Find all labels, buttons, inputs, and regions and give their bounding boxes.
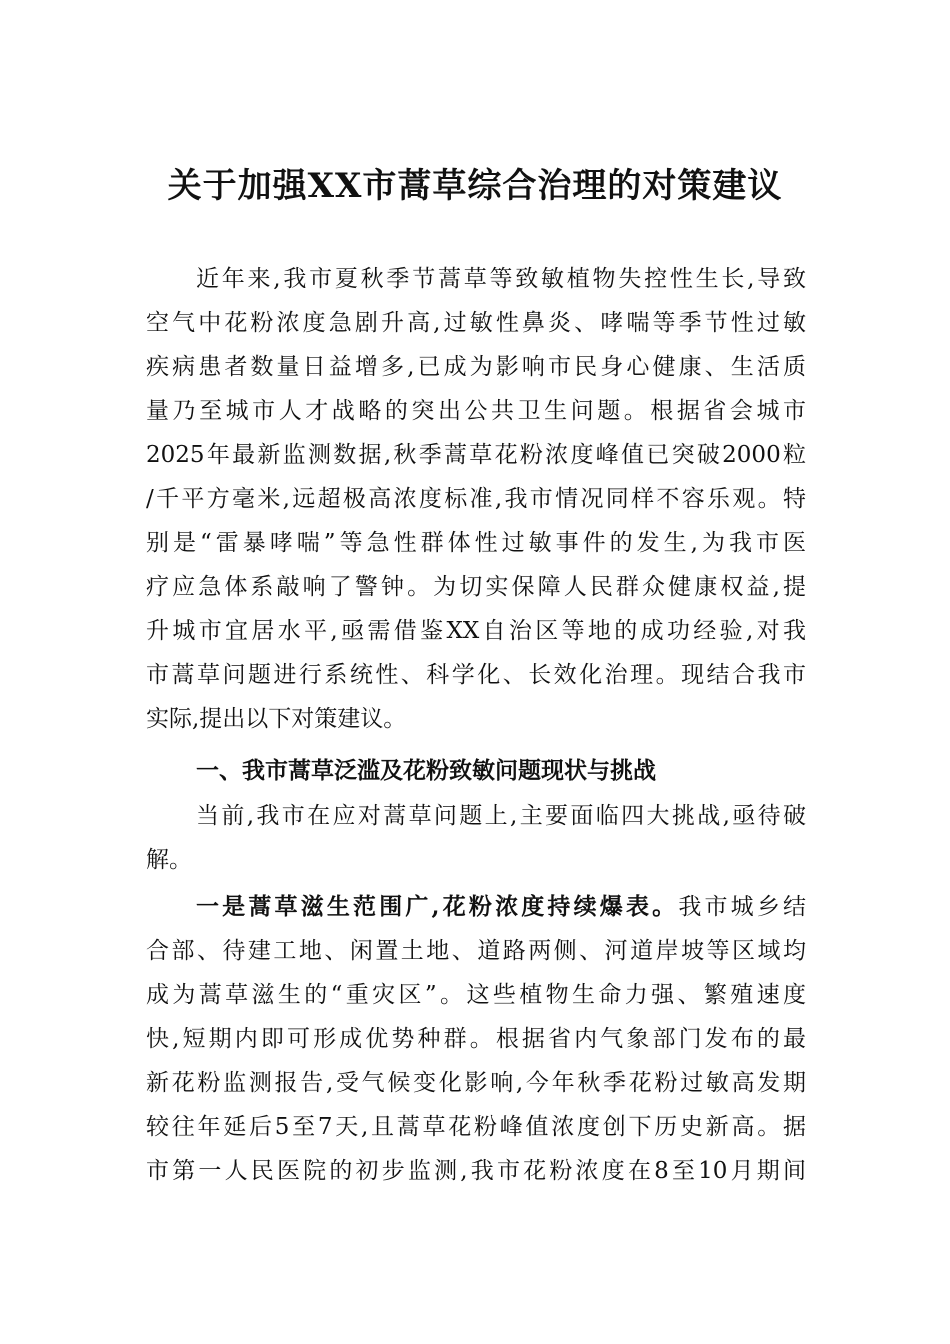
intro-line: 市蒿草问题进行系统性、科学化、长效化治理。现结合我市 [146, 662, 806, 688]
intro-line: 疗应急体系敲响了警钟。为切实保障人民群众健康权益,提 [146, 574, 806, 600]
point-lead: 一是蒿草滋生范围广,花粉浓度持续爆表。 [196, 893, 679, 920]
point-line: 合部、待建工地、闲置土地、道路两侧、河道岸坡等区域均 [146, 938, 806, 964]
intro-line: 2025年最新监测数据,秋季蒿草花粉浓度峰值已突破2000粒 [146, 442, 806, 468]
point-line: 快,短期内即可形成优势种群。根据省内气象部门发布的最 [146, 1026, 806, 1052]
point-line: 较往年延后5至7天,且蒿草花粉峰值浓度创下历史新高。据 [146, 1114, 806, 1140]
intro-line: 空气中花粉浓度急剧升高,过敏性鼻炎、哮喘等季节性过敏 [146, 310, 806, 336]
point-first-line [196, 885, 806, 929]
intro-line: /千平方毫米,远超极高浓度标准,我市情况同样不容乐观。特 [146, 486, 806, 512]
intro-line: 疾病患者数量日益增多,已成为影响市民身心健康、生活质 [146, 354, 806, 380]
point-line: 新花粉监测报告,受气候变化影响,今年秋季花粉过敏高发期 [146, 1070, 806, 1096]
point-text: 我市城乡结 [678, 894, 807, 920]
intro-line: 量乃至城市人才战略的突出公共卫生问题。根据省会城市 [146, 398, 806, 424]
intro-line: 升城市宜居水平,亟需借鉴XX自治区等地的成功经验,对我 [146, 618, 806, 644]
point-line: 市第一人民医院的初步监测,我市花粉浓度在8至10月期间 [146, 1158, 806, 1184]
section-intro-line: 解。 [146, 847, 192, 873]
intro-line: 实际,提出以下对策建议。 [146, 706, 407, 732]
section-heading: 一、我市蒿草泛滥及花粉致敏问题现状与挑战 [196, 757, 656, 784]
point-line: 成为蒿草滋生的“重灾区”。这些植物生命力强、繁殖速度 [146, 982, 806, 1008]
section-intro-line: 当前,我市在应对蒿草问题上,主要面临四大挑战,亟待破 [196, 803, 806, 829]
intro-line: 近年来,我市夏秋季节蒿草等致敏植物失控性生长,导致 [196, 266, 806, 292]
document-title: 关于加强XX市蒿草综合治理的对策建议 [167, 166, 783, 206]
intro-line: 别是“雷暴哮喘”等急性群体性过敏事件的发生,为我市医 [146, 530, 806, 556]
